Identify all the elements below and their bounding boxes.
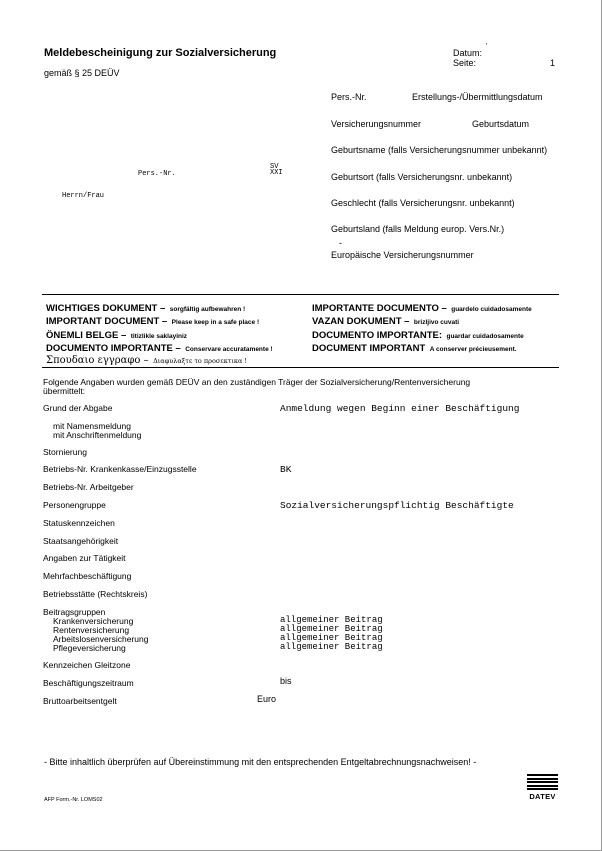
anschriftenmeldung-label: mit Anschriftenmeldung (53, 430, 142, 440)
geburtsort-label: Geburtsort (falls Versicherungsnr. unbekannt) (331, 172, 513, 182)
warning-fr-main: DOCUMENT IMPORTANT (312, 343, 426, 354)
seite-value: 1 (550, 58, 556, 68)
datev-logo (527, 774, 558, 801)
datum-value: ' (486, 43, 488, 50)
warning-de-sub: sorgfältig aufbewahren ! (169, 306, 246, 313)
kv-label: Krankenversicherung (53, 616, 134, 626)
betrieb-kk-value: BK (280, 464, 292, 475)
rv-label: Rentenversicherung (53, 625, 130, 635)
seite-label: Seite: (453, 58, 477, 68)
warning-gr-main: Σπουδαιο εγγραφο – (46, 355, 149, 366)
erstellung-field-label: Erstellungs-/Übermittlungsdatum (412, 92, 543, 102)
warning-hr-sub: brizljivo cuvati (413, 319, 460, 326)
address-sv: SV (270, 163, 279, 171)
datev-logo-text: DATEV (529, 791, 556, 801)
kv-value: allgemeiner Beitrag (280, 615, 383, 625)
warning-es-main: IMPORTANTE DOCUMENTO – (312, 303, 447, 314)
betrieb-kk-label: Betriebs-Nr. Krankenkasse/Einzugsstelle (43, 464, 197, 474)
footer-note: - Bitte inhaltlich überprüfen auf Übereinstimmung mit den entsprechenden Entgeltabrechnungsnachweisen! - (44, 757, 477, 767)
intro-text-line1: Folgende Angaben wurden gemäß DEÜV an den zuständigen Träger der Sozialversicherung/Rentenversicherung (43, 377, 471, 387)
warning-pt-sub: guardar cuidadosamente (446, 333, 524, 340)
warning-fr (312, 338, 517, 356)
personengruppe-label: Personengruppe (43, 500, 106, 510)
warning-hr-main: VAZAN DOKUMENT – (312, 316, 410, 327)
warning-tr-sub: titizlikle saklayiniz (130, 333, 188, 340)
warning-tr-main: ÖNEMLI BELGE – (46, 330, 127, 341)
warning-es-sub: guardelo cuidadosamente (451, 306, 532, 313)
mehrfachbeschaeftigung-label: Mehrfachbeschäftigung (43, 571, 132, 581)
grund-value: Anmeldung wegen Beginn einer Beschäftigung (280, 403, 520, 414)
intro-text-line2: übermittelt: (43, 386, 86, 396)
warning-gr (46, 350, 247, 368)
warning-it-sub: Conservare accuratamente ! (185, 346, 273, 353)
warning-it-main: DOCUMENTO IMPORTANTE – (46, 343, 181, 354)
address-salutation: Herrn/Frau (62, 192, 105, 200)
versicherungsnummer-label: Versicherungsnummer (331, 119, 422, 129)
geschlecht-label: Geschlecht (falls Versicherungsnr. unbekannt) (331, 198, 515, 208)
document-title: Meldebescheinigung zur Sozialversicherung (44, 47, 277, 59)
warning-top-rule (42, 294, 559, 295)
warning-fr-sub: A conserver précieusement. (429, 346, 517, 353)
brutto-label: Bruttoarbeitsentgelt (43, 696, 117, 706)
pv-label: Pflegeversicherung (53, 643, 126, 653)
datev-logo-bars-icon (527, 774, 558, 790)
warning-gr-sub: Διαφυλαξτε το προσεκτικα ! (153, 357, 248, 365)
geburtsname-label: Geburtsname (falls Versicherungsnummer unbekannt) (331, 145, 548, 155)
rv-value: allgemeiner Beitrag (280, 624, 383, 634)
form-number: AFP Form.-Nr. LOMS02 (44, 797, 103, 803)
warning-bottom-rule (42, 367, 559, 368)
datum-label: Datum: (453, 48, 483, 58)
geburtsland-label: Geburtsland (falls Meldung europ. Vers.Nr.) (331, 224, 505, 234)
namensmeldung-label: mit Namensmeldung (53, 421, 131, 431)
personengruppe-value: Sozialversicherungspflichtig Beschäftigte (280, 500, 514, 511)
zeitraum-bis: bis (280, 676, 292, 686)
persnr-field-label: Pers.-Nr. (331, 92, 367, 102)
pv-value: allgemeiner Beitrag (280, 642, 383, 652)
europ-dash: - (339, 238, 342, 248)
taetigkeit-label: Angaben zur Tätigkeit (43, 553, 126, 563)
statuskennzeichen-label: Statuskennzeichen (43, 518, 115, 528)
warning-pt-main: DOCUMENTO IMPORTANTE: (312, 330, 443, 341)
warning-en-main: IMPORTANT DOCUMENT – (46, 316, 168, 327)
zeitraum-label: Beschäftigungszeitraum (43, 678, 134, 688)
grund-label: Grund der Abgabe (43, 403, 113, 413)
av-label: Arbeitslosenversicherung (53, 634, 149, 644)
av-value: allgemeiner Beitrag (280, 633, 383, 643)
brutto-currency: Euro (257, 694, 277, 704)
betrieb-ag-label: Betriebs-Nr. Arbeitgeber (43, 482, 134, 492)
staatsangehoerigkeit-label: Staatsangehörigkeit (43, 536, 119, 546)
stornierung-label: Stornierung (43, 447, 87, 457)
geburtsdatum-label: Geburtsdatum (472, 119, 530, 129)
document-subtitle: gemäß § 25 DEÜV (44, 68, 120, 78)
betriebsstaette-label: Betriebsstätte (Rechtskreis) (43, 589, 148, 599)
beitragsgruppen-label: Beitragsgruppen (43, 607, 106, 617)
warning-en-sub: Please keep in a safe place ! (171, 319, 260, 326)
warning-de-main: WICHTIGES DOKUMENT – (46, 303, 166, 314)
address-persnr: Pers.-Nr. (138, 170, 176, 178)
gleitzone-label: Kennzeichen Gleitzone (43, 660, 131, 670)
address-code: XXI (270, 169, 283, 177)
europ-versicherungsnummer-label: Europäische Versicherungsnummer (331, 250, 474, 260)
